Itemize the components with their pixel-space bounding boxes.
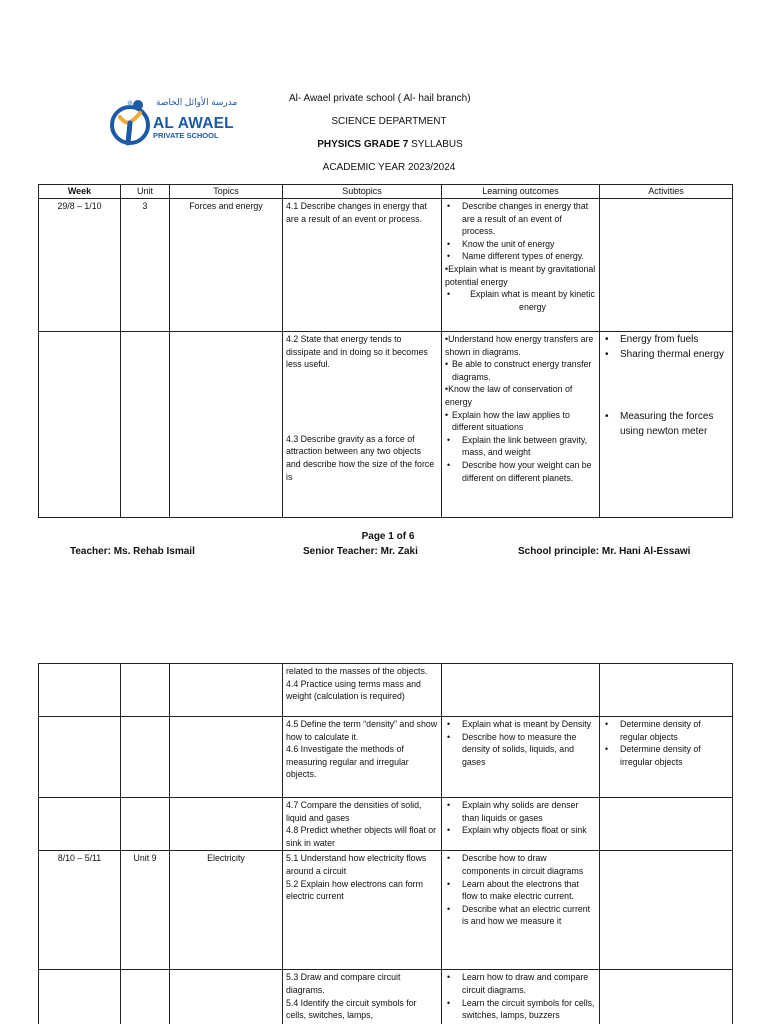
subtopic-text: 5.1 Understand how electricity flows around a circuit	[286, 853, 427, 876]
list-item: • Learn about the electrons that flow to make electric current.	[445, 878, 596, 903]
logo-subtitle: PRIVATE SCHOOL	[153, 131, 219, 140]
unit-cell: Unit 9	[121, 851, 170, 970]
subtopic-cell	[283, 664, 442, 717]
unit-cell	[121, 332, 170, 518]
table-row	[39, 717, 733, 798]
learning-outcomes-cell	[442, 199, 600, 332]
list-item: • Explain the link between gravity, mass, and weight	[445, 434, 596, 459]
subtopic-text: 4.4 Practice using terms mass and weight (calculation is required)	[286, 678, 421, 702]
syllabus-table-page1	[38, 184, 733, 518]
activities-cell	[600, 798, 733, 851]
logo-arabic-text: مدرسة الأوائل الخاصة	[156, 97, 238, 107]
teacher-name: Teacher: Ms. Rehab Ismail	[70, 546, 195, 557]
col-header-subtopics: Subtopics	[283, 185, 442, 199]
activities-cell	[600, 851, 733, 970]
list-item: • Explain what is meant by kinetic energy	[445, 288, 596, 313]
activities-cell	[600, 199, 733, 332]
activities-cell	[600, 332, 733, 518]
list-item: • Name different types of energy.	[445, 250, 596, 263]
list-item: • Describe how your weight can be different on different planets.	[445, 459, 596, 484]
subtopic-text: 4.8 Predict whether objects will float or sink in water	[286, 825, 437, 848]
table-row	[39, 332, 733, 518]
list-item: • Explain how the law applies to different situations	[445, 409, 596, 434]
table-header-row	[39, 185, 733, 199]
syllabus-title-rest: SYLLABUS	[408, 139, 463, 150]
table-row	[39, 199, 733, 332]
syllabus-title	[0, 139, 768, 150]
list-item: • Measuring the forces using newton meter	[603, 410, 729, 439]
list-item: • Determine density of regular objects	[603, 718, 729, 743]
unit-cell: 3	[121, 199, 170, 332]
list-item: • Know the unit of energy	[445, 238, 596, 251]
cell-spacer	[286, 371, 438, 433]
topic-cell	[170, 332, 283, 518]
unit-cell	[121, 798, 170, 851]
activities-cell	[600, 970, 733, 1024]
list-item-plain: •Understand how energy transfers are shown in diagrams.	[445, 334, 594, 357]
subtopic-cell	[283, 851, 442, 970]
topic-cell	[170, 798, 283, 851]
page-number: Page 1 of 6	[361, 531, 415, 542]
activities-cell	[600, 717, 733, 798]
cell-spacer	[603, 362, 729, 410]
unit-cell	[121, 970, 170, 1024]
table-row	[39, 664, 733, 717]
table-row	[39, 970, 733, 1024]
list-item: • Learn the circuit symbols for cells, switches, lamps, buzzers	[445, 997, 596, 1022]
subtopic-text: 4.2 State that energy tends to dissipate and in doing so it becomes less useful.	[286, 334, 428, 370]
list-item: • Explain why solids are denser than liquids or gases	[445, 799, 596, 824]
col-header-learning-outcomes: Learning outcomes	[442, 185, 600, 199]
list-item: • Sharing thermal energy	[603, 348, 729, 363]
week-cell	[39, 664, 121, 717]
unit-cell	[121, 664, 170, 717]
week-cell	[39, 798, 121, 851]
topic-cell	[170, 717, 283, 798]
list-item-plain: •Know the law of conservation of energy	[445, 384, 573, 407]
list-item: • Be able to construct energy transfer diagrams.	[445, 358, 596, 383]
subtopic-text: 4.6 Investigate the methods of measuring regular and irregular objects.	[286, 744, 409, 780]
learning-outcomes-cell	[442, 798, 600, 851]
list-item: • Describe what an electric current is and how we measure it	[445, 903, 596, 928]
list-item: • Describe how to draw components in circuit diagrams	[445, 852, 596, 877]
school-name: Al- Awael private school ( Al- hail branch)	[289, 93, 471, 104]
col-header-week: Week	[39, 185, 121, 199]
list-item: • Explain what is meant by Density	[445, 718, 596, 731]
subtopic-text: 4.3 Describe gravity as a force of attraction between any two objects and describe how the size of the force is	[286, 433, 435, 482]
department-name: SCIENCE DEPARTMENT	[331, 116, 447, 127]
list-item: • Describe changes in energy that are a result of an event of process.	[445, 200, 596, 238]
table-row	[39, 851, 733, 970]
week-cell	[39, 332, 121, 518]
subtopic-text: related to the masses of the objects.	[286, 666, 428, 676]
week-cell: 8/10 – 5/11	[39, 851, 121, 970]
topic-cell: Forces and energy	[170, 199, 283, 332]
col-header-unit: Unit	[121, 185, 170, 199]
syllabus-title-bold: PHYSICS GRADE 7	[317, 139, 409, 150]
list-item-plain: •Explain what is meant by gravitational potential energy	[445, 263, 596, 287]
topic-cell: Electricity	[170, 851, 283, 970]
learning-outcomes-cell	[442, 717, 600, 798]
learning-outcomes-cell	[442, 332, 600, 518]
academic-year: ACADEMIC YEAR 2023/2024	[322, 162, 456, 173]
list-item: • Energy from fuels	[603, 333, 729, 348]
col-header-activities: Activities	[600, 185, 733, 199]
learning-outcomes-cell	[442, 664, 600, 717]
subtopic-cell	[283, 970, 442, 1024]
subtopic-text: 5.3 Draw and compare circuit diagrams.	[286, 972, 401, 995]
subtopic-text: 4.7 Compare the densities of solid, liquid and gases	[286, 800, 422, 823]
topic-cell	[170, 664, 283, 717]
unit-cell	[121, 717, 170, 798]
learning-outcomes-cell	[442, 851, 600, 970]
list-item: • Explain why objects float or sink	[445, 824, 596, 837]
subtopic-text: 4.5 Define the term “density” and show how to calculate it.	[286, 719, 438, 742]
week-cell: 29/8 – 1/10	[39, 199, 121, 332]
week-cell	[39, 970, 121, 1024]
subtopic-text: 5.2 Explain how electrons can form electric current	[286, 878, 423, 902]
activities-cell	[600, 664, 733, 717]
logo-title: AL AWAEL	[153, 115, 234, 132]
school-principal-name: School principle: Mr. Hani Al-Essawi	[518, 546, 691, 557]
table-row	[39, 798, 733, 851]
senior-teacher-name: Senior Teacher: Mr. Zaki	[303, 546, 418, 557]
subtopic-cell	[283, 332, 442, 518]
list-item: • Describe how to measure the density of solids, liquids, and gases	[445, 731, 596, 769]
topic-cell	[170, 970, 283, 1024]
list-item: • Learn how to draw and compare circuit diagrams.	[445, 971, 596, 996]
subtopic-cell	[283, 798, 442, 851]
list-item: • Determine density of irregular objects	[603, 743, 729, 768]
learning-outcomes-cell	[442, 970, 600, 1024]
syllabus-table-page2	[38, 663, 733, 1024]
subtopic-text: 5.4 Identify the circuit symbols for cells, switches, lamps,	[286, 997, 417, 1021]
week-cell	[39, 717, 121, 798]
subtopic-cell: 4.1 Describe changes in energy that are a result of an event or process.	[283, 199, 442, 332]
subtopic-cell	[283, 717, 442, 798]
col-header-topics: Topics	[170, 185, 283, 199]
